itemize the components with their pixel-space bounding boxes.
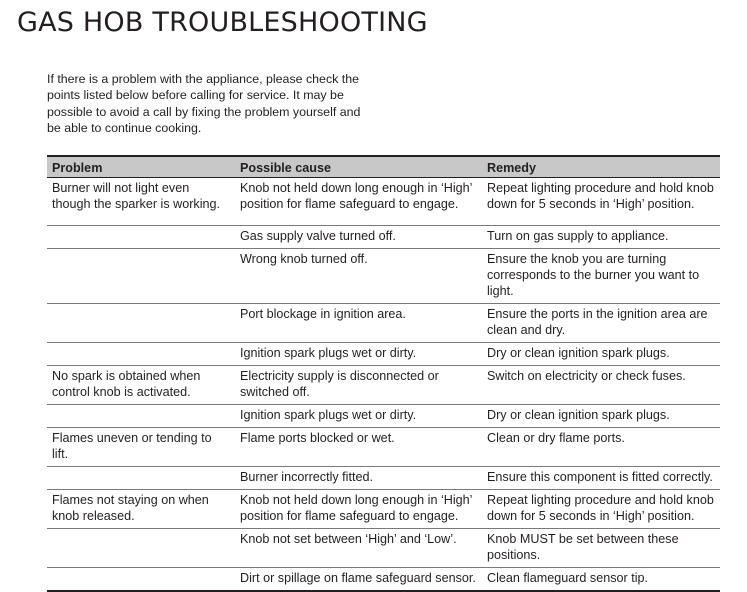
page-title: GAS HOB TROUBLESHOOTING	[17, 7, 428, 38]
table-header-row	[47, 156, 720, 178]
table-row	[47, 529, 720, 568]
cause-cell: Knob not held down long enough in ‘High’ position for flame safeguard to engage.	[235, 490, 482, 529]
table-row	[47, 405, 720, 428]
problem-cell: Burner will not light even though the sparker is working.	[47, 178, 235, 226]
problem-cell: No spark is obtained when control knob is activated.	[47, 366, 235, 405]
table-row	[47, 226, 720, 249]
problem-cell: Flames uneven or tending to lift.	[47, 428, 235, 467]
problem-cell	[47, 226, 235, 249]
table-row	[47, 343, 720, 366]
cause-cell: Dirt or spillage on flame safeguard sensor.	[235, 568, 482, 592]
header-remedy: Remedy	[482, 156, 720, 178]
remedy-cell: Ensure the knob you are turning corresponds to the burner you want to light.	[482, 249, 720, 304]
remedy-cell: Turn on gas supply to appliance.	[482, 226, 720, 249]
remedy-cell: Dry or clean ignition spark plugs.	[482, 405, 720, 428]
table-row	[47, 428, 720, 467]
table-row	[47, 490, 720, 529]
problem-cell	[47, 343, 235, 366]
cause-cell: Electricity supply is disconnected or switched off.	[235, 366, 482, 405]
remedy-cell: Knob MUST be set between these positions.	[482, 529, 720, 568]
table-row	[47, 366, 720, 405]
cause-cell: Flame ports blocked or wet.	[235, 428, 482, 467]
table-row	[47, 568, 720, 592]
problem-cell	[47, 405, 235, 428]
table-row	[47, 304, 720, 343]
header-problem: Problem	[47, 156, 235, 178]
problem-cell	[47, 568, 235, 592]
table-row	[47, 249, 720, 304]
remedy-cell: Repeat lighting procedure and hold knob down for 5 seconds in ‘High’ position.	[482, 490, 720, 529]
table-row	[47, 467, 720, 490]
cause-cell: Port blockage in ignition area.	[235, 304, 482, 343]
remedy-cell: Clean flameguard sensor tip.	[482, 568, 720, 592]
table-row	[47, 178, 720, 226]
header-cause: Possible cause	[235, 156, 482, 178]
problem-cell: Flames not staying on when knob released.	[47, 490, 235, 529]
cause-cell: Ignition spark plugs wet or dirty.	[235, 343, 482, 366]
remedy-cell: Ensure the ports in the ignition area are clean and dry.	[482, 304, 720, 343]
remedy-cell: Repeat lighting procedure and hold knob down for 5 seconds in ‘High’ position.	[482, 178, 720, 226]
problem-cell	[47, 304, 235, 343]
cause-cell: Gas supply valve turned off.	[235, 226, 482, 249]
remedy-cell: Switch on electricity or check fuses.	[482, 366, 720, 405]
intro-paragraph: If there is a problem with the appliance, please check the points listed below before calling for service. It may be possible to avoid a call by fixing the problem yourself and be able to continue cooking.	[47, 72, 361, 135]
cause-cell: Wrong knob turned off.	[235, 249, 482, 304]
problem-cell	[47, 529, 235, 568]
remedy-cell: Ensure this component is fitted correctly.	[482, 467, 720, 490]
problem-cell	[47, 467, 235, 490]
troubleshooting-table	[47, 155, 720, 592]
cause-cell: Ignition spark plugs wet or dirty.	[235, 405, 482, 428]
cause-cell: Burner incorrectly fitted.	[235, 467, 482, 490]
remedy-cell: Dry or clean ignition spark plugs.	[482, 343, 720, 366]
problem-cell	[47, 249, 235, 304]
cause-cell: Knob not set between ‘High’ and ‘Low’.	[235, 529, 482, 568]
cause-cell: Knob not held down long enough in ‘High’ position for flame safeguard to engage.	[235, 178, 482, 226]
remedy-cell: Clean or dry flame ports.	[482, 428, 720, 467]
